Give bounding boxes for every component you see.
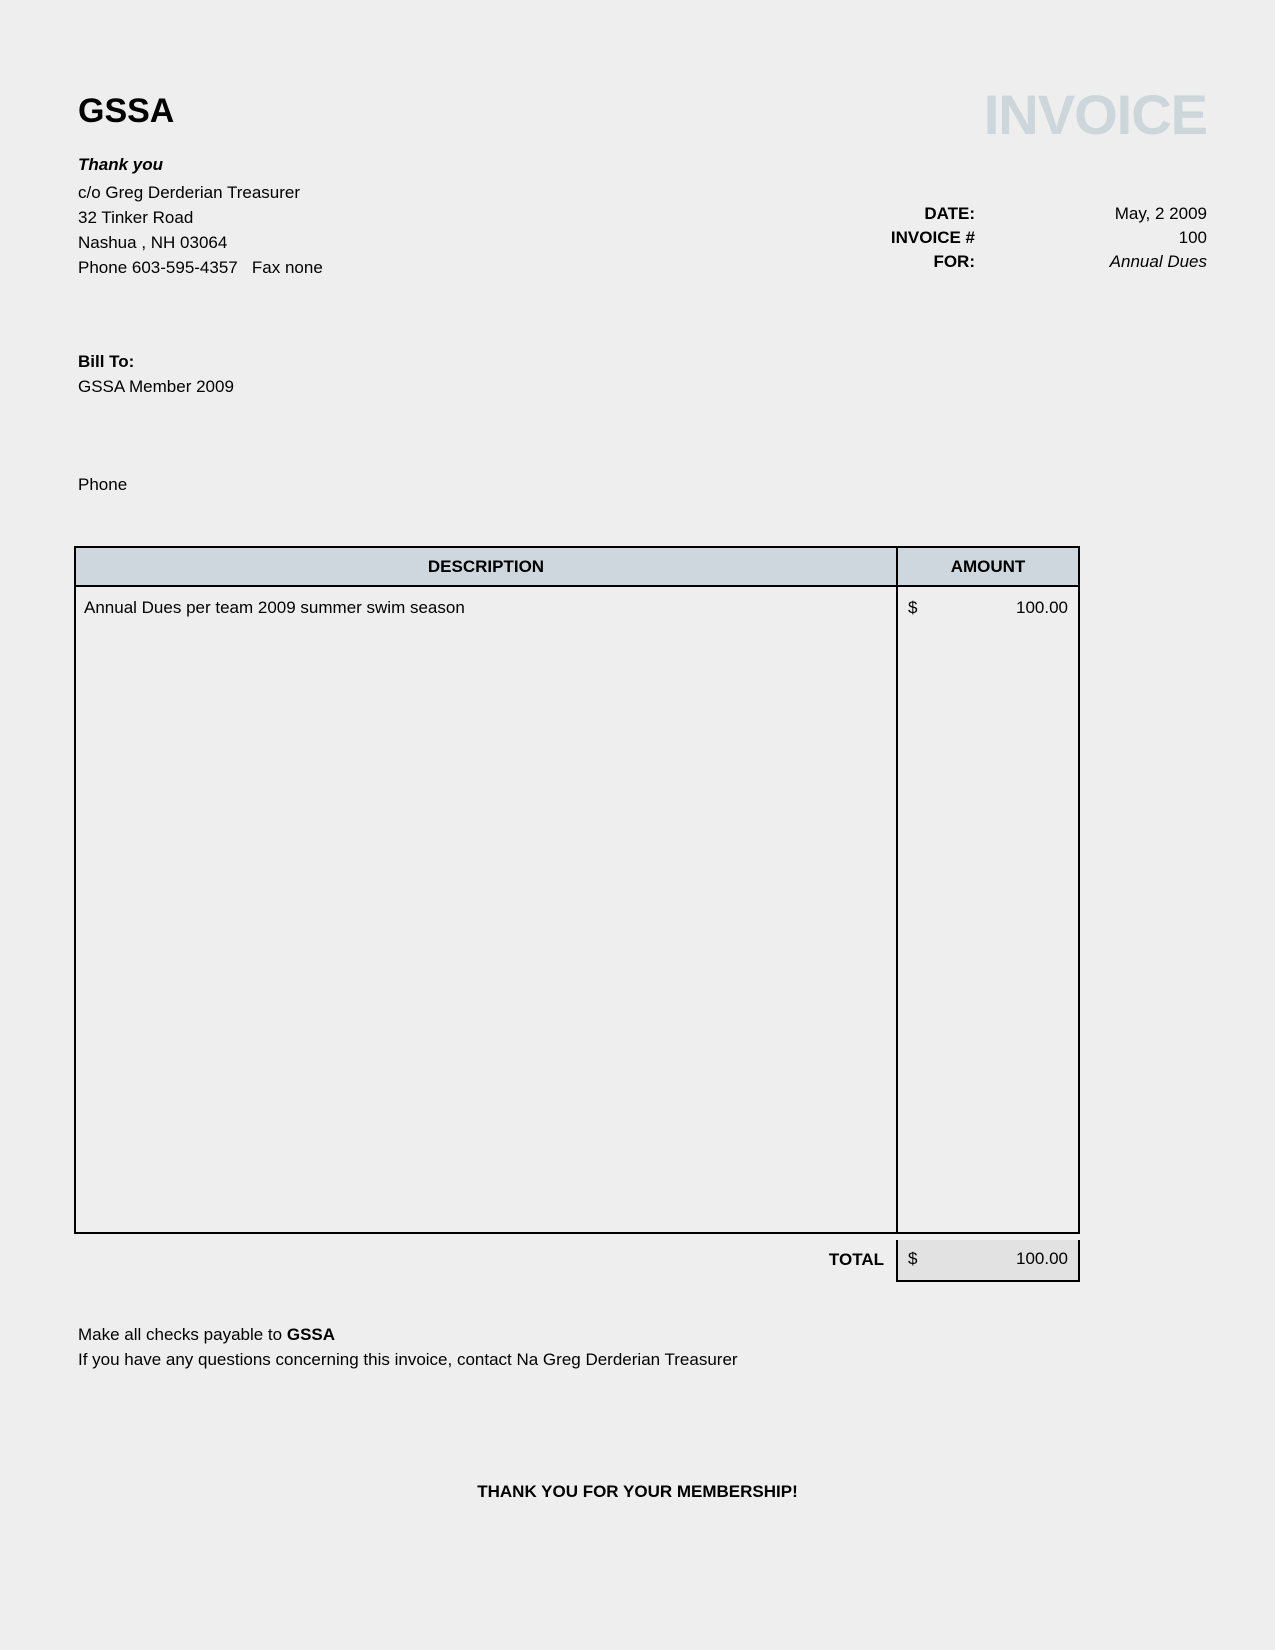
total-amount-cell: [896, 1240, 1080, 1282]
table-row: [76, 587, 1078, 1232]
date-value: May, 2 2009: [1114, 204, 1207, 223]
date-label: DATE:: [924, 204, 975, 223]
sender-contact-line: Phone 603-595-4357 Fax none: [78, 258, 323, 277]
bill-to-name: GSSA Member 2009: [78, 377, 234, 396]
line-item-description: Annual Dues per team 2009 summer swim season: [76, 587, 898, 1232]
total-label: TOTAL: [828, 1250, 884, 1269]
column-header-amount: AMOUNT: [950, 557, 1026, 576]
line-item-amount-cell: [898, 587, 1078, 1232]
invoice-title: INVOICE: [983, 83, 1207, 146]
bill-to-phone: Phone: [78, 475, 128, 494]
company-name: GSSA: [78, 92, 175, 130]
line-items-table: [74, 546, 1080, 1234]
sender-address-line-3: Nashua , NH 03064: [78, 233, 228, 252]
total-currency: $: [908, 1249, 918, 1268]
table-header-row: [76, 548, 1078, 587]
thank-you-membership: THANK YOU FOR YOUR MEMBERSHIP!: [477, 1482, 798, 1501]
invoice-number-value: 100: [1178, 228, 1207, 247]
for-label: FOR:: [933, 252, 975, 271]
for-value: Annual Dues: [1109, 252, 1207, 271]
invoice-meta: [787, 204, 1207, 276]
column-header-description: DESCRIPTION: [76, 548, 898, 585]
invoice-number-label: INVOICE #: [890, 228, 975, 247]
total-amount: 100.00: [1016, 1249, 1068, 1268]
sender-address-line-2: 32 Tinker Road: [78, 208, 194, 227]
thank-you-text: Thank you: [78, 155, 164, 174]
sender-address-line-1: c/o Greg Derderian Treasurer: [78, 183, 301, 202]
line-item-amount: 100.00: [1016, 598, 1068, 617]
meta-row-for: [787, 252, 1207, 276]
checks-payable-line: [78, 1325, 335, 1345]
line-item-currency: $: [908, 598, 918, 617]
total-row: [74, 1240, 1080, 1282]
checks-payable-prefix: Make all checks payable to: [78, 1325, 287, 1344]
checks-payable-payee: GSSA: [286, 1325, 336, 1344]
meta-row-invoice-number: [787, 228, 1207, 252]
questions-line: If you have any questions concerning this invoice, contact Na Greg Derderian Treasurer: [78, 1350, 738, 1369]
bill-to-label: Bill To:: [78, 352, 135, 371]
meta-row-date: [787, 204, 1207, 228]
